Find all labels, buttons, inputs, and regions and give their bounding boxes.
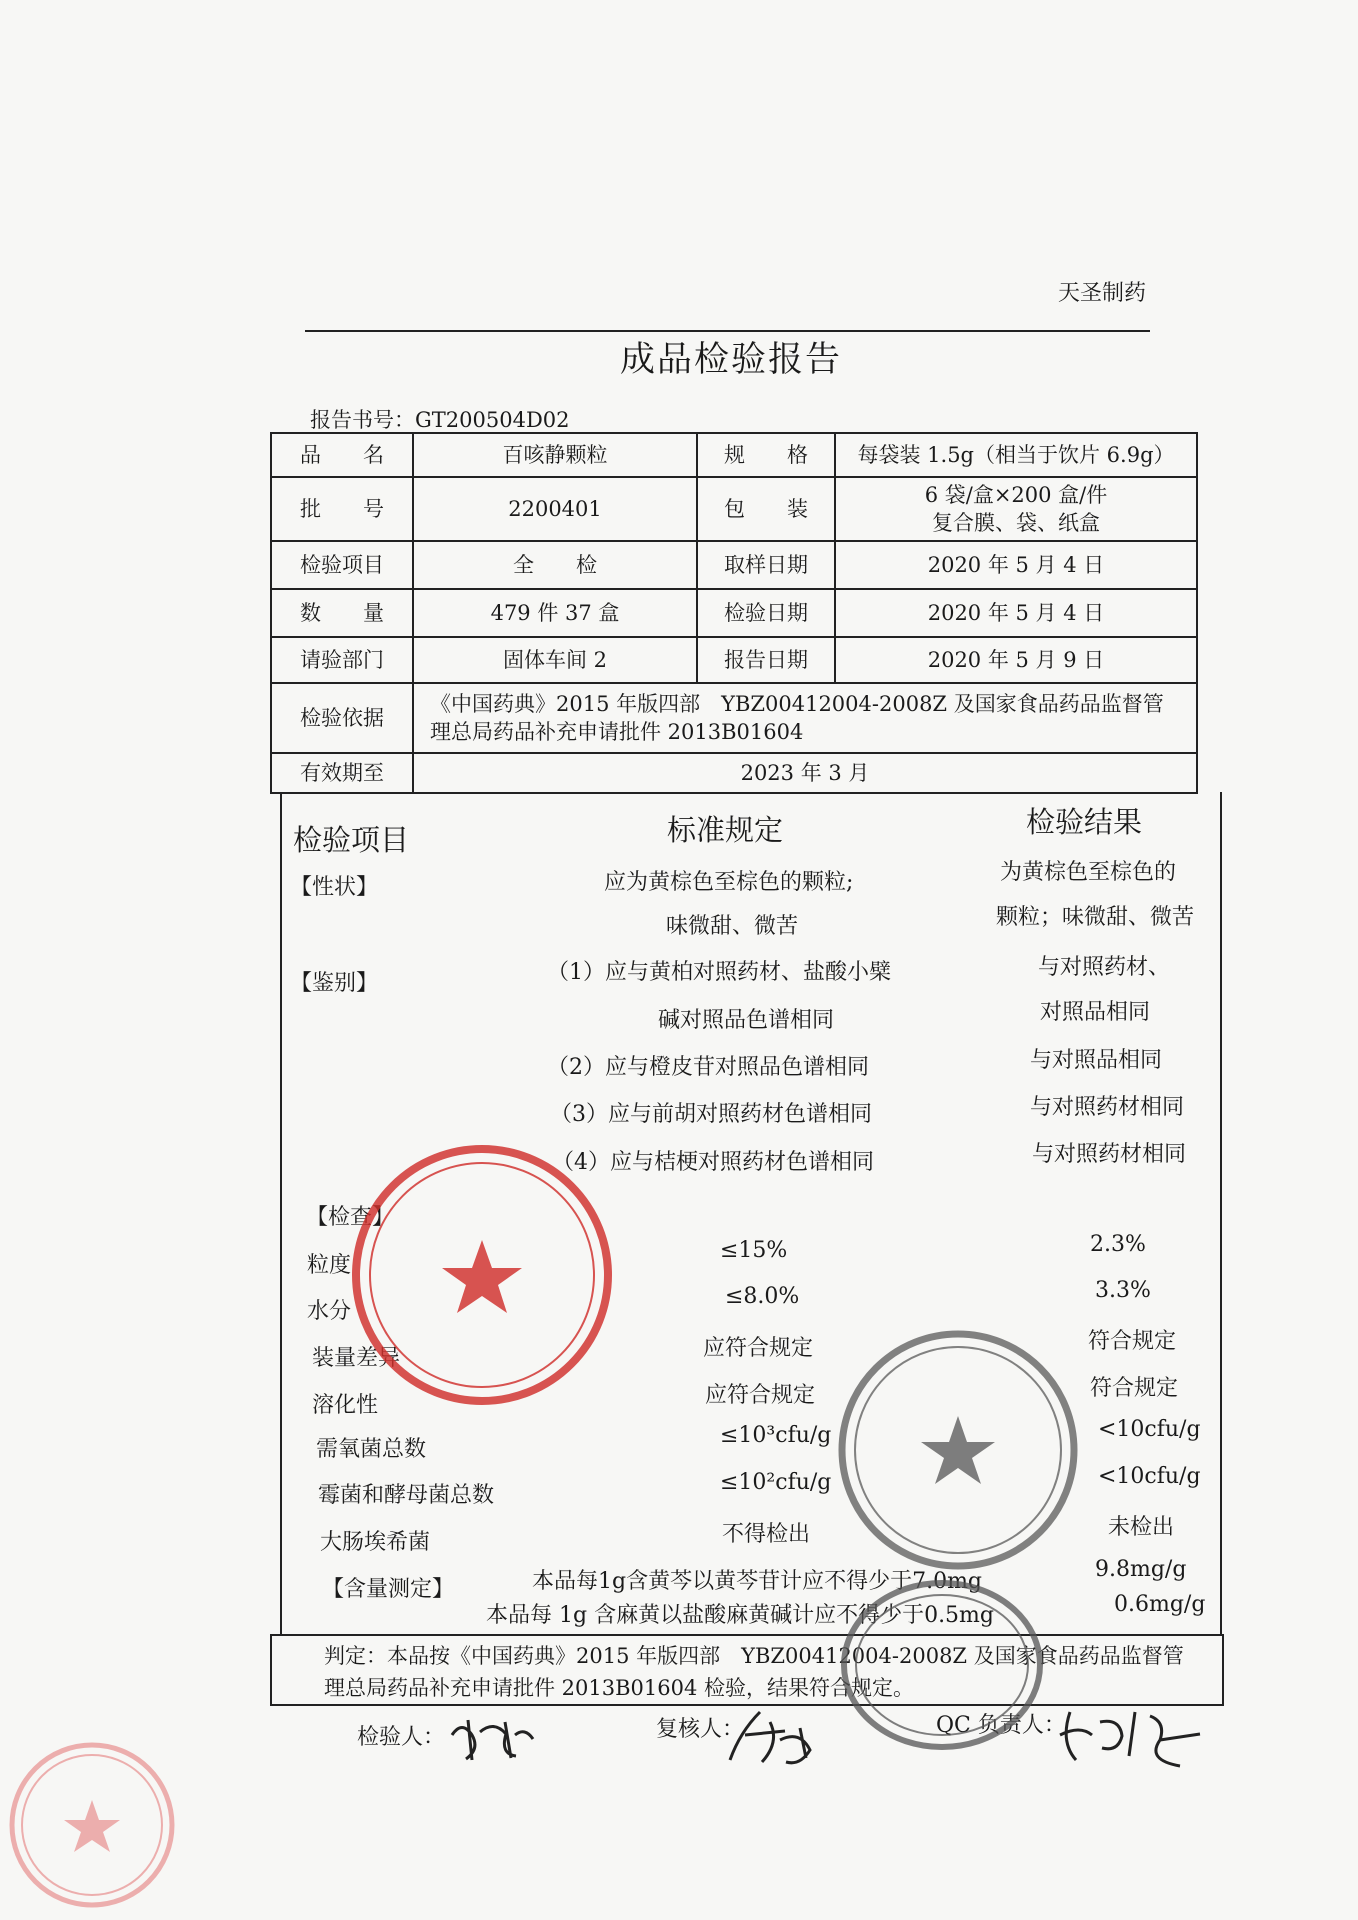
check-std-1: ≤15% <box>720 1238 788 1263</box>
test-date: 2020 年 5 月 4 日 <box>835 589 1197 637</box>
col-item-header: 检验项目 <box>293 823 410 857</box>
basis-line1: 《中国药典》2015 年版四部 YBZ00412004-2008Z 及国家食品药品监督管 <box>430 692 1164 716</box>
ident-res-5: 与对照药材相同 <box>1032 1142 1187 1167</box>
col-standard-header: 标准规定 <box>667 813 784 847</box>
check-name-1: 粒度 <box>307 1253 352 1278</box>
report-date-label: 报告日期 <box>697 637 835 683</box>
appearance-std-1: 应为黄棕色至棕色的颗粒; <box>604 870 854 895</box>
check-name-4: 溶化性 <box>312 1393 379 1418</box>
appearance-res-2: 颗粒；味微甜、微苦 <box>996 905 1195 930</box>
check-res-7: 未检出 <box>1108 1515 1175 1540</box>
ident-std-3: （2）应与橙皮苷对照品色谱相同 <box>547 1055 869 1080</box>
report-title: 成品检验报告 <box>620 340 843 380</box>
ident-std-1: （1）应与黄柏对照药材、盐酸小檗 <box>547 960 891 985</box>
report-number: 报告书号：GT200504D02 <box>310 408 570 432</box>
check-std-2: ≤8.0% <box>725 1284 800 1309</box>
ident-res-1: 与对照药材、 <box>1038 955 1171 980</box>
valid-until: 2023 年 3 月 <box>413 753 1197 793</box>
reviewer-label: 复核人： <box>656 1717 745 1742</box>
sampling-date-label: 取样日期 <box>697 541 835 589</box>
basis-line2: 理总局药品补充申请批件 2013B01604 <box>430 720 804 744</box>
red-small-stamp <box>12 1745 172 1905</box>
inspector-label: 检验人： <box>357 1725 446 1750</box>
check-name-6: 霉菌和酵母菌总数 <box>318 1483 495 1508</box>
appearance-std-2: 味微甜、微苦 <box>666 914 799 939</box>
check-res-1: 2.3% <box>1090 1232 1146 1257</box>
grey-oval-stamp <box>844 1583 1040 1747</box>
product-name: 百咳静颗粒 <box>413 433 697 477</box>
ident-std-5: （4）应与桔梗对照药材色谱相同 <box>552 1150 874 1175</box>
appearance-res-1: 为黄棕色至棕色的 <box>1000 860 1177 885</box>
check-res-2: 3.3% <box>1095 1278 1151 1303</box>
inspector-signature <box>452 1720 533 1760</box>
ident-res-2: 对照品相同 <box>1040 1000 1151 1025</box>
dept: 固体车间 2 <box>413 637 697 683</box>
qc-label: QC 负责人： <box>936 1713 1066 1738</box>
check-res-6: <10cfu/g <box>1098 1464 1201 1489</box>
check-std-4: 应符合规定 <box>705 1383 816 1408</box>
section-check: 【检查】 <box>306 1205 395 1230</box>
ident-std-2: 碱对照品色谱相同 <box>658 1008 835 1033</box>
package-line1: 6 袋/盒×200 盒/件 <box>924 483 1108 507</box>
dept-label: 请验部门 <box>271 637 413 683</box>
col-result-header: 检验结果 <box>1026 805 1143 839</box>
verdict-line-2: 理总局药品补充申请批件 2013B01604 检验，结果符合规定。 <box>324 1676 915 1700</box>
check-std-5: ≤10³cfu/g <box>720 1423 832 1448</box>
check-name-5: 需氧菌总数 <box>316 1437 427 1462</box>
package-line2: 复合膜、袋、纸盒 <box>932 511 1100 535</box>
spec: 每袋装 1.5g（相当于饮片 6.9g） <box>835 433 1197 477</box>
check-std-3: 应符合规定 <box>703 1336 814 1361</box>
section-identification: 【鉴别】 <box>290 971 379 996</box>
section-assay: 【含量测定】 <box>322 1577 455 1602</box>
item: 全 检 <box>413 541 697 589</box>
qc-signature <box>1060 1712 1200 1766</box>
basis-label: 检验依据 <box>271 683 413 753</box>
spec-label: 规 格 <box>697 433 835 477</box>
package-label: 包 装 <box>697 477 835 541</box>
valid-label: 有效期至 <box>271 753 413 793</box>
section-appearance: 【性状】 <box>290 875 379 900</box>
assay-res-2: 0.6mg/g <box>1114 1592 1206 1617</box>
check-res-5: <10cfu/g <box>1098 1417 1201 1442</box>
check-res-3: 符合规定 <box>1088 1329 1177 1354</box>
check-res-4: 符合规定 <box>1090 1376 1179 1401</box>
check-name-3: 装量差异 <box>312 1346 401 1371</box>
quantity: 479 件 37 盒 <box>413 589 697 637</box>
ident-std-4: （3）应与前胡对照药材色谱相同 <box>550 1102 872 1127</box>
verdict-line-1: 判定：本品按《中国药典》2015 年版四部 YBZ00412004-2008Z 及国家食品药品监督管 <box>324 1644 1184 1668</box>
batch-label: 批 号 <box>271 477 413 541</box>
check-name-2: 水分 <box>307 1299 352 1324</box>
batch: 2200401 <box>413 477 697 541</box>
item-label: 检验项目 <box>271 541 413 589</box>
quantity-label: 数 量 <box>271 589 413 637</box>
red-company-stamp <box>356 1149 608 1401</box>
report-date: 2020 年 5 月 9 日 <box>835 637 1197 683</box>
reviewer-signature <box>730 1712 810 1763</box>
ident-res-3: 与对照品相同 <box>1030 1048 1163 1073</box>
assay-std-1: 本品每1g含黄芩以黄芩苷计应不得少于7.0mg <box>532 1569 983 1594</box>
grey-company-stamp <box>842 1334 1074 1566</box>
product-name-label: 品 名 <box>271 433 413 477</box>
check-std-6: ≤10²cfu/g <box>720 1470 832 1495</box>
assay-res-1: 9.8mg/g <box>1095 1557 1187 1582</box>
check-std-7: 不得检出 <box>722 1522 811 1547</box>
sampling-date: 2020 年 5 月 4 日 <box>835 541 1197 589</box>
check-name-7: 大肠埃希菌 <box>320 1530 431 1555</box>
test-date-label: 检验日期 <box>697 589 835 637</box>
ident-res-4: 与对照药材相同 <box>1030 1095 1185 1120</box>
company-name: 天圣制药 <box>1058 281 1147 306</box>
assay-std-2: 本品每 1g 含麻黄以盐酸麻黄碱计应不得少于0.5mg <box>486 1603 994 1628</box>
